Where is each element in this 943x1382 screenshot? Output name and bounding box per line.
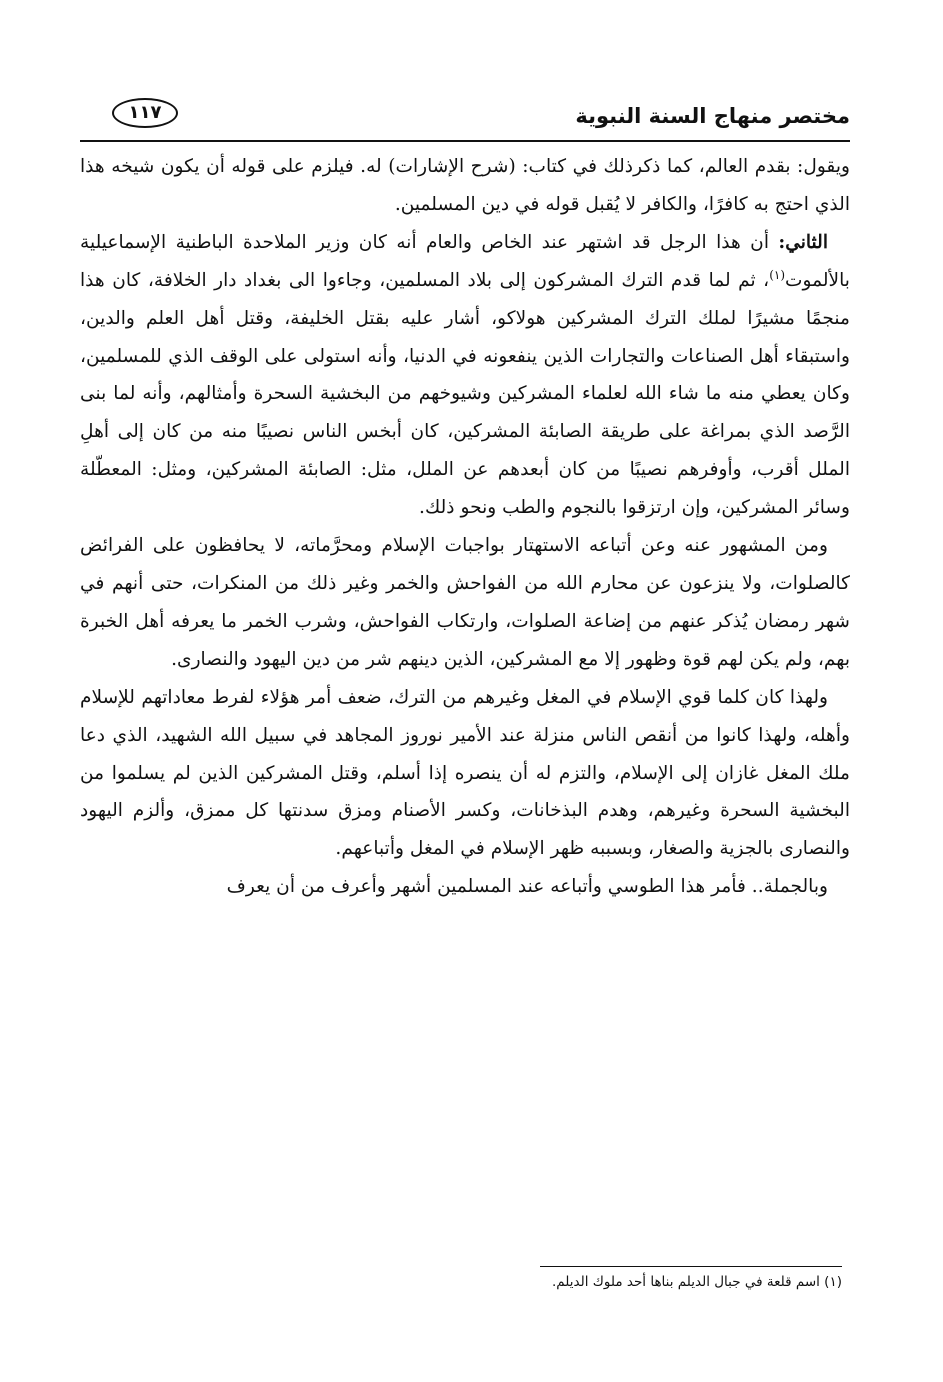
paragraph-2-text-b: ، ثم لما قدم الترك المشركون إلى بلاد المسلمين، وجاءوا الى بغداد دار الخلافة، كان هذا منجمًا مشيرًا لملك الترك المشركين هولاكو، أشار عليه بقتل الخليفة، وقتل أهل العلم والدين، واستبقاء أهل الصناعات والتجارات الذين ينفعونه في الدنيا، وأنه استولى على الوقف الذي للمسلمين، وكان يعطي منه ما شاء الله لعلماء المشركين وشيوخهم من البخشية السحرة وأمثالهم، وأنه لما بنى الرَّصد الذي بمراغة على طريقة الصابئة المشركين، كان أبخس الناس نصيبًا منه من كان إلى أهلِ الملل أقرب، وأوفرهم نصيبًا من كان أبعدهم عن الملل، مثل: الصابئة المشركين، ومثل: المعطّلة وسائر المشركين، وإن ارتزقوا بالنجوم والطب ونحو ذلك. (80, 269, 850, 519)
footnote-reference: (١) (769, 267, 786, 282)
paragraph-2-text-a: أن هذا الرجل قد اشتهر عند الخاص والعام أنه كان وزير الملاحدة الباطنية الإسماعيلية بالألموت (80, 231, 850, 291)
paragraph-5: وبالجملة.. فأمر هذا الطوسي وأتباعه عند المسلمين أشهر وأعرف من أن يعرف (226, 876, 828, 898)
section-lead: الثاني: (778, 231, 828, 253)
paragraph-2 (80, 224, 850, 527)
main-text (80, 148, 850, 906)
paragraph-3: ومن المشهور عنه وعن أتباعه الاستهتار بواجبات الإسلام ومحرَّماته، لا يحافظون على الفرائض كالصلوات، ولا ينزعون عن محارم الله من الفواحش والخمر وغير ذلك من المنكرات، حتى أنهم في شهر رمضان يُذكر عنهم من إضاعة الصلوات، وارتكاب الفواحش، وشرب الخمر ما يعرفه أهل الخبرة بهم، ولم يكن لهم قوة وظهور إلا مع المشركين، الذين دينهم شر من دين اليهود والنصارى. (80, 535, 850, 670)
page-number: ١١٧ (112, 98, 178, 128)
running-title: مختصر منهاج السنة النبوية (575, 104, 850, 128)
header-divider (80, 140, 850, 142)
page-header (80, 98, 850, 136)
footnote: (١) اسم قلعة في جبال الديلم بناها أحد ملوك الديلم. (552, 1274, 842, 1290)
footnote-divider (540, 1266, 842, 1267)
paragraph-1: ويقول: بقدم العالم، كما ذكرذلك في كتاب: (شرح الإشارات) له. فيلزم على قوله أن يكون شيخه هذا الذي احتج به كافرًا، والكافر لا يُقبل قوله في دين المسلمين. (80, 156, 850, 215)
paragraph-4: ولهذا كان كلما قوي الإسلام في المغل وغيرهم من الترك، ضعف أمر هؤلاء لفرط معاداتهم للإسلام وأهله، ولهذا كانوا من أنقص الناس منزلة عند الأمير نوروز المجاهد في سبيل الله الشهيد، الذي دعا ملك المغل غازان إلى الإسلام، والتزم له أن ينصره إذا أسلم، وقتل المشركين الذين لم يسلموا من البخشية السحرة وغيرهم، وهدم البذخانات، وكسر الأصنام ومزق سدنتها كل ممزق، وألزم اليهود والنصارى بالجزية والصغار، وبسببه ظهر الإسلام في المغل وأتباعهم. (80, 686, 850, 860)
